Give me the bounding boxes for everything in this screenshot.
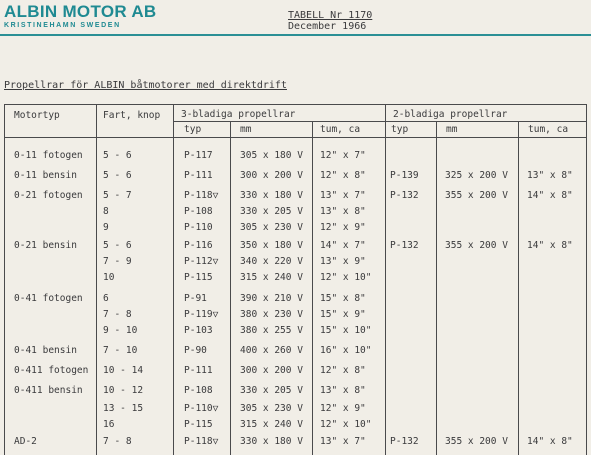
- subheader-mm: mm: [240, 124, 252, 135]
- header-2-bladed: 2-bladiga propellrar: [393, 109, 508, 120]
- header-motortyp: Motortyp: [14, 110, 60, 121]
- cell-fart: 7 - 10: [103, 345, 138, 356]
- propeller-table: [4, 104, 591, 455]
- cell-mm-3: 330 x 180 V: [240, 190, 303, 201]
- cell-fart: 5 - 6: [103, 240, 132, 251]
- cell-mm-2: 325 x 200 V: [445, 170, 508, 181]
- cell-fart: 7 - 8: [103, 309, 132, 320]
- cell-typ-3: P-115: [184, 272, 213, 283]
- cell-motortyp: AD-2: [14, 436, 37, 447]
- cell-mm-3: 330 x 205 V: [240, 385, 303, 396]
- cell-mm-3: 330 x 205 V: [240, 206, 303, 217]
- cell-mm-3: 340 x 220 V: [240, 256, 303, 267]
- cell-mm-3: 390 x 210 V: [240, 293, 303, 304]
- col-divider: [230, 121, 231, 455]
- cell-tum-2: 14" x 8": [527, 190, 573, 201]
- col-divider: [173, 104, 174, 455]
- cell-typ-3: P-115: [184, 419, 213, 430]
- col-divider: [385, 104, 386, 455]
- cell-tum-3: 13" x 7": [320, 190, 366, 201]
- header-3-bladed: 3-bladiga propellrar: [181, 109, 296, 120]
- cell-tum-3: 13" x 9": [320, 256, 366, 267]
- subheader-mm: mm: [446, 124, 458, 135]
- cell-mm-3: 315 x 240 V: [240, 272, 303, 283]
- cell-mm-2: 355 x 200 V: [445, 240, 508, 251]
- cell-tum-3: 15" x 8": [320, 293, 366, 304]
- cell-mm-3: 300 x 200 V: [240, 365, 303, 376]
- cell-fart: 10 - 14: [103, 365, 144, 376]
- cell-motortyp: 0-411 fotogen: [14, 365, 89, 376]
- cell-typ-3: P-90: [184, 345, 207, 356]
- cell-tum-3: 12" x 10": [320, 272, 372, 283]
- cell-mm-3: 305 x 180 V: [240, 150, 303, 161]
- cell-mm-3: 350 x 180 V: [240, 240, 303, 251]
- cell-typ-3: P-112▽: [184, 256, 219, 267]
- cell-typ-3: P-116: [184, 240, 213, 251]
- cell-mm-2: 355 x 200 V: [445, 190, 508, 201]
- cell-typ-2: P-132: [390, 190, 419, 201]
- subheader-typ: typ: [391, 124, 409, 135]
- cell-typ-3: P-103: [184, 325, 213, 336]
- subheader-typ: typ: [184, 124, 202, 135]
- cell-typ-3: P-91: [184, 293, 207, 304]
- cell-motortyp: 0-21 bensin: [14, 240, 77, 251]
- table-number: TABELL Nr 1170: [288, 10, 373, 21]
- cell-fart: 10 - 12: [103, 385, 144, 396]
- col-divider: [312, 121, 313, 455]
- cell-fart: 13 - 15: [103, 403, 144, 414]
- table-reference: [288, 10, 372, 32]
- cell-fart: 5 - 6: [103, 150, 132, 161]
- cell-tum-2: 13" x 8": [527, 170, 573, 181]
- company-logo: [4, 3, 156, 30]
- cell-tum-3: 12" x 9": [320, 403, 366, 414]
- cell-typ-3: P-117: [184, 150, 213, 161]
- header-divider: [0, 34, 591, 36]
- subheader-tum: tum, ca: [528, 124, 569, 135]
- cell-fart: 6: [103, 293, 109, 304]
- cell-fart: 8: [103, 206, 109, 217]
- cell-typ-3: P-119▽: [184, 309, 219, 320]
- cell-tum-3: 12" x 10": [320, 419, 372, 430]
- cell-tum-3: 15" x 10": [320, 325, 372, 336]
- table-right-border: [586, 104, 587, 455]
- cell-mm-3: 305 x 230 V: [240, 222, 303, 233]
- col-divider: [518, 121, 519, 455]
- cell-mm-3: 380 x 255 V: [240, 325, 303, 336]
- cell-motortyp: 0-11 fotogen: [14, 150, 83, 161]
- document-subtitle: Propellrar för ALBIN båtmotorer med direktdrift: [4, 80, 287, 91]
- cell-tum-3: 12" x 9": [320, 222, 366, 233]
- cell-typ-2: P-132: [390, 436, 419, 447]
- brand-location: KRISTINEHAMN SWEDEN: [4, 22, 121, 29]
- table-date: December 1966: [288, 21, 367, 32]
- cell-typ-3: P-108: [184, 385, 213, 396]
- brand-name: ALBIN MOTOR AB: [4, 2, 157, 21]
- table-top-rule: [4, 104, 587, 105]
- cell-tum-2: 14" x 8": [527, 436, 573, 447]
- cell-tum-3: 13" x 8": [320, 385, 366, 396]
- cell-fart: 9: [103, 222, 109, 233]
- header-bottom-rule: [4, 137, 587, 138]
- cell-fart: 10: [103, 272, 115, 283]
- cell-tum-3: 13" x 7": [320, 436, 366, 447]
- cell-typ-3: P-118▽: [184, 436, 219, 447]
- cell-tum-3: 12" x 8": [320, 170, 366, 181]
- cell-tum-2: 14" x 8": [527, 240, 573, 251]
- cell-mm-3: 400 x 260 V: [240, 345, 303, 356]
- cell-fart: 16: [103, 419, 115, 430]
- cell-motortyp: 0-411 bensin: [14, 385, 83, 396]
- cell-motortyp: 0-41 fotogen: [14, 293, 83, 304]
- cell-fart: 7 - 9: [103, 256, 132, 267]
- cell-typ-3: P-110▽: [184, 403, 219, 414]
- cell-mm-2: 355 x 200 V: [445, 436, 508, 447]
- subheader-tum: tum, ca: [320, 124, 361, 135]
- cell-tum-3: 16" x 10": [320, 345, 372, 356]
- cell-mm-3: 330 x 180 V: [240, 436, 303, 447]
- cell-typ-3: P-118▽: [184, 190, 219, 201]
- cell-tum-3: 12" x 7": [320, 150, 366, 161]
- col-divider: [96, 104, 97, 455]
- cell-typ-3: P-110: [184, 222, 213, 233]
- cell-typ-3: P-111: [184, 170, 213, 181]
- cell-tum-3: 14" x 7": [320, 240, 366, 251]
- cell-mm-3: 305 x 230 V: [240, 403, 303, 414]
- header-fart: Fart, knop: [103, 110, 161, 121]
- cell-typ-3: P-108: [184, 206, 213, 217]
- cell-fart: 7 - 8: [103, 436, 132, 447]
- cell-fart: 5 - 7: [103, 190, 132, 201]
- cell-typ-2: P-132: [390, 240, 419, 251]
- cell-typ-3: P-111: [184, 365, 213, 376]
- cell-motortyp: 0-41 bensin: [14, 345, 77, 356]
- cell-tum-3: 15" x 9": [320, 309, 366, 320]
- cell-typ-2: P-139: [390, 170, 419, 181]
- col-divider: [436, 121, 437, 455]
- cell-mm-3: 315 x 240 V: [240, 419, 303, 430]
- cell-tum-3: 12" x 8": [320, 365, 366, 376]
- table-left-border: [4, 104, 5, 455]
- cell-mm-3: 300 x 200 V: [240, 170, 303, 181]
- cell-fart: 5 - 6: [103, 170, 132, 181]
- cell-tum-3: 13" x 8": [320, 206, 366, 217]
- subheader-rule: [173, 121, 587, 122]
- cell-motortyp: 0-21 fotogen: [14, 190, 83, 201]
- cell-motortyp: 0-11 bensin: [14, 170, 77, 181]
- cell-mm-3: 380 x 230 V: [240, 309, 303, 320]
- cell-fart: 9 - 10: [103, 325, 138, 336]
